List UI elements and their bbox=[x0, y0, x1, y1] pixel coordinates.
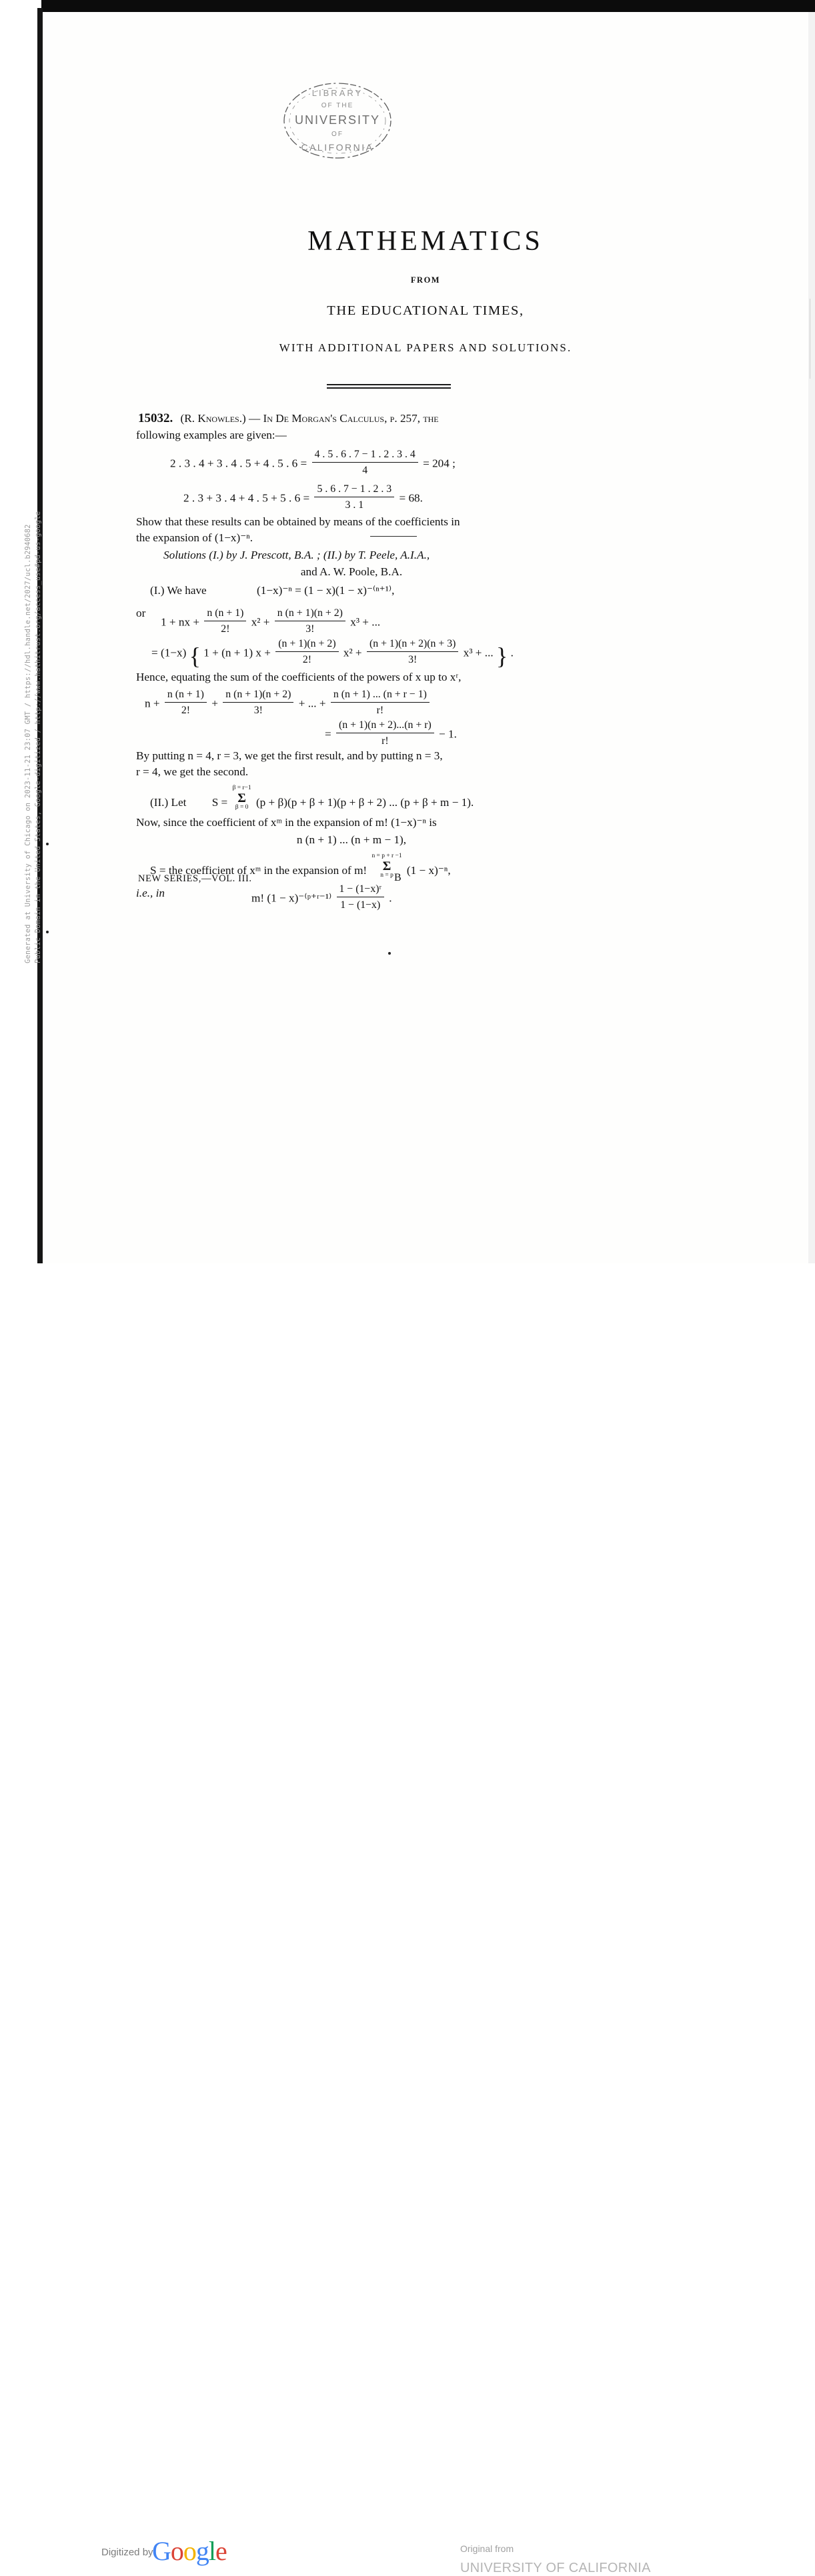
equation-2-fraction bbox=[314, 481, 394, 513]
expansion-den-2: 3! bbox=[367, 651, 459, 667]
sum-den-3: r! bbox=[331, 702, 430, 718]
section-divider-rule bbox=[370, 536, 417, 537]
ie-tail: . bbox=[389, 891, 392, 905]
sum-plus-1: + bbox=[211, 697, 218, 710]
google-letter-g2: g bbox=[195, 2536, 209, 2566]
digitized-by-label: Digitized by bbox=[101, 2547, 153, 2558]
now-expression: n (n + 1) ... (n + m − 1), bbox=[296, 833, 407, 846]
equation-1-denominator: 4 bbox=[312, 462, 418, 478]
or-label: or bbox=[136, 607, 146, 619]
equation-2-denominator: 3 . 1 bbox=[314, 497, 394, 513]
sum-fraction-1 bbox=[165, 687, 207, 718]
equation-2 bbox=[183, 481, 423, 513]
sigma-2-upper-limit: n = p + r −1 bbox=[371, 853, 402, 859]
page-bottom-dot bbox=[388, 952, 391, 955]
new-series-footer: NEW SERIES,—VOL. III. bbox=[138, 873, 252, 884]
equation-1-result: = 204 ; bbox=[423, 457, 456, 470]
equation-1-numerator: 4 . 5 . 6 . 7 − 1 . 2 . 3 . 4 bbox=[314, 449, 416, 460]
sigma-2-glyph: Σ bbox=[382, 859, 391, 873]
or-mid: x² + bbox=[251, 615, 270, 629]
solutions-byline-1 bbox=[163, 547, 430, 563]
from-label: FROM bbox=[410, 275, 441, 285]
double-rule-divider bbox=[327, 384, 451, 389]
signature-mark: B bbox=[394, 872, 401, 883]
sum-result-fraction bbox=[336, 717, 434, 749]
sigma-1-glyph: Σ bbox=[237, 791, 246, 805]
scan-credit-line-2: Public Domain in the United States, Google-digitized / http://www.hathitrust.org/access_use#pd-us-google bbox=[34, 511, 42, 963]
expansion-num-2: (n + 1)(n + 2)(n + 3) bbox=[369, 638, 456, 649]
sum-den-1: 2! bbox=[165, 702, 207, 718]
subtitle: WITH ADDITIONAL PAPERS AND SOLUTIONS. bbox=[279, 341, 572, 354]
sum-plus-2: + ... + bbox=[298, 697, 326, 710]
problem-attribution: (R. Knowles.) — In De Morgan's Calculus, p. 257, the bbox=[180, 412, 439, 425]
expansion-fraction-1 bbox=[275, 636, 338, 667]
page-surface bbox=[43, 12, 808, 1325]
svg-text:OF THE: OF THE bbox=[321, 102, 354, 109]
or-expr-a: 1 + nx + bbox=[161, 615, 200, 629]
svg-text:CALIFORNIA: CALIFORNIA bbox=[301, 142, 374, 153]
part-1-equation: (1−x)⁻ⁿ = (1 − x)(1 − x)⁻⁽ⁿ⁺¹⁾, bbox=[257, 584, 395, 597]
expansion-num-1: (n + 1)(n + 2) bbox=[278, 638, 336, 649]
svg-text:UNIVERSITY: UNIVERSITY bbox=[294, 113, 381, 127]
now-since-line: Now, since the coefficient of xᵐ in the expansion of m! (1−x)⁻ⁿ is bbox=[136, 816, 437, 829]
by-putting-line-1: By putting n = 4, r = 3, we get the first result, and by putting n = 3, bbox=[136, 749, 443, 762]
summation-symbol-1 bbox=[233, 785, 251, 811]
or-den-1: 2! bbox=[204, 621, 246, 637]
expansion-tail: x³ + ... bbox=[463, 646, 494, 659]
equation-1-left: 2 . 3 . 4 + 3 . 4 . 5 + 4 . 5 . 6 = bbox=[170, 457, 307, 470]
google-letter-g1: G bbox=[152, 2536, 171, 2566]
sum-num-2: n (n + 1)(n + 2) bbox=[225, 689, 291, 700]
sum-result-tail: − 1. bbox=[439, 727, 457, 741]
problem-number: 15032. bbox=[138, 411, 173, 425]
part-1-label: (I.) We have bbox=[150, 584, 207, 597]
part-2-s: S = bbox=[211, 795, 228, 809]
google-letter-e: e bbox=[215, 2536, 227, 2566]
ie-expr-a: m! (1 − x)⁻⁽ᵖ⁺ʳ⁻¹⁾ bbox=[251, 891, 332, 905]
scan-credit-line-1: Generated at University of Chicago on 2023-11-21 23:07 GMT / https://hdl.handle.net/2027/ucl.b2940682 bbox=[24, 524, 32, 963]
scan-edge-right bbox=[808, 12, 815, 1325]
google-logo bbox=[152, 2535, 227, 2567]
expansion-b: 1 + (n + 1) x + bbox=[203, 646, 271, 659]
expansion-line bbox=[151, 636, 514, 670]
left-brace: { bbox=[189, 643, 201, 670]
sigma-1-lower-limit: β = 0 bbox=[235, 804, 249, 811]
equation-1-fraction bbox=[312, 447, 418, 478]
sum-result-den: r! bbox=[336, 733, 434, 749]
ie-label bbox=[136, 885, 165, 901]
equation-2-numerator: 5 . 6 . 7 − 1 . 2 . 3 bbox=[317, 483, 392, 495]
or-den-2: 3! bbox=[275, 621, 345, 637]
sum-result-eq: = bbox=[325, 727, 331, 741]
ie-num: 1 − (1−x)ʳ bbox=[339, 883, 381, 895]
sum-line bbox=[145, 687, 432, 718]
part-2-label: (II.) Let bbox=[150, 795, 187, 809]
equation-2-left: 2 . 3 + 3 . 4 + 4 . 5 + 5 . 6 = bbox=[183, 491, 310, 505]
sum-num-1: n (n + 1) bbox=[167, 689, 204, 700]
or-fraction-1 bbox=[204, 605, 246, 637]
by-putting-line-2: r = 4, we get the second. bbox=[136, 765, 249, 778]
sigma-2-lower-limit: n = p bbox=[380, 872, 393, 879]
sum-num-3: n (n + 1) ... (n + r − 1) bbox=[333, 689, 427, 700]
sum-a: n + bbox=[145, 697, 160, 710]
expansion-fraction-2 bbox=[367, 636, 459, 667]
hence-line: Hence, equating the sum of the coefficients of the powers of x up to xʳ, bbox=[136, 671, 462, 683]
margin-dot-lower bbox=[46, 931, 49, 933]
institution-label: UNIVERSITY OF CALIFORNIA bbox=[460, 2561, 651, 2575]
part-2-expression: (p + β)(p + β + 1)(p + β + 2) ... (p + β + m − 1). bbox=[255, 795, 474, 809]
sum-fraction-2 bbox=[223, 687, 293, 718]
expansion-den-1: 2! bbox=[275, 651, 338, 667]
or-num-2: n (n + 1)(n + 2) bbox=[277, 607, 343, 619]
ie-den: 1 − (1−x) bbox=[337, 897, 384, 913]
scan-edge-top bbox=[40, 0, 815, 12]
or-fraction-2 bbox=[275, 605, 345, 637]
or-expression bbox=[161, 605, 380, 637]
expansion-period: . bbox=[510, 646, 514, 659]
part-2-line bbox=[150, 785, 474, 811]
equation-1 bbox=[170, 447, 456, 478]
or-tail: x³ + ... bbox=[350, 615, 381, 629]
sigma-1-upper-limit: β = r−1 bbox=[232, 785, 251, 791]
sum-fraction-3 bbox=[331, 687, 430, 718]
problem-line-2: following examples are given:— bbox=[136, 429, 287, 441]
problem-header bbox=[138, 411, 439, 426]
scan-credit-text bbox=[23, 497, 43, 963]
svg-text:OF: OF bbox=[331, 131, 343, 138]
ie-expression bbox=[251, 881, 392, 913]
s-coefficient-a: S = the coefficient of xᵐ in the expansion of m! bbox=[150, 863, 367, 877]
sum-den-2: 3! bbox=[223, 702, 293, 718]
equation-2-result: = 68. bbox=[399, 491, 423, 505]
expansion-mid: x² + bbox=[343, 646, 362, 659]
google-letter-o2: o bbox=[183, 2536, 196, 2566]
page-title: MATHEMATICS bbox=[307, 226, 544, 257]
show-that-line-1: Show that these results can be obtained by means of the coefficients in bbox=[136, 515, 460, 528]
solutions-byline-1-text: Solutions (I.) by J. Prescott, B.A. ; (II.) by T. Peele, A.I.A., bbox=[163, 549, 430, 561]
show-that-line-2: the expansion of (1−x)⁻ⁿ. bbox=[136, 531, 253, 544]
or-num-1: n (n + 1) bbox=[207, 607, 244, 619]
library-stamp bbox=[279, 77, 396, 164]
solutions-byline-2: and A. W. Poole, B.A. bbox=[300, 565, 403, 578]
s-coefficient-b: (1 − x)⁻ⁿ, bbox=[406, 863, 451, 877]
ie-label-text: i.e., in bbox=[136, 887, 165, 899]
margin-dot-upper bbox=[46, 843, 49, 845]
scan-footer-bar bbox=[0, 1263, 815, 2575]
ie-fraction bbox=[337, 881, 384, 913]
google-letter-l: l bbox=[208, 2536, 216, 2566]
source-title: THE EDUCATIONAL TIMES, bbox=[327, 303, 524, 318]
sum-result-line bbox=[325, 717, 457, 749]
original-from-label: Original from bbox=[460, 2543, 514, 2554]
google-letter-o1: o bbox=[170, 2536, 183, 2566]
svg-text:LIBRARY: LIBRARY bbox=[311, 88, 363, 98]
expansion-left: = (1−x) bbox=[151, 646, 187, 659]
sum-result-num: (n + 1)(n + 2)...(n + r) bbox=[339, 719, 432, 731]
right-brace: } bbox=[496, 643, 508, 670]
